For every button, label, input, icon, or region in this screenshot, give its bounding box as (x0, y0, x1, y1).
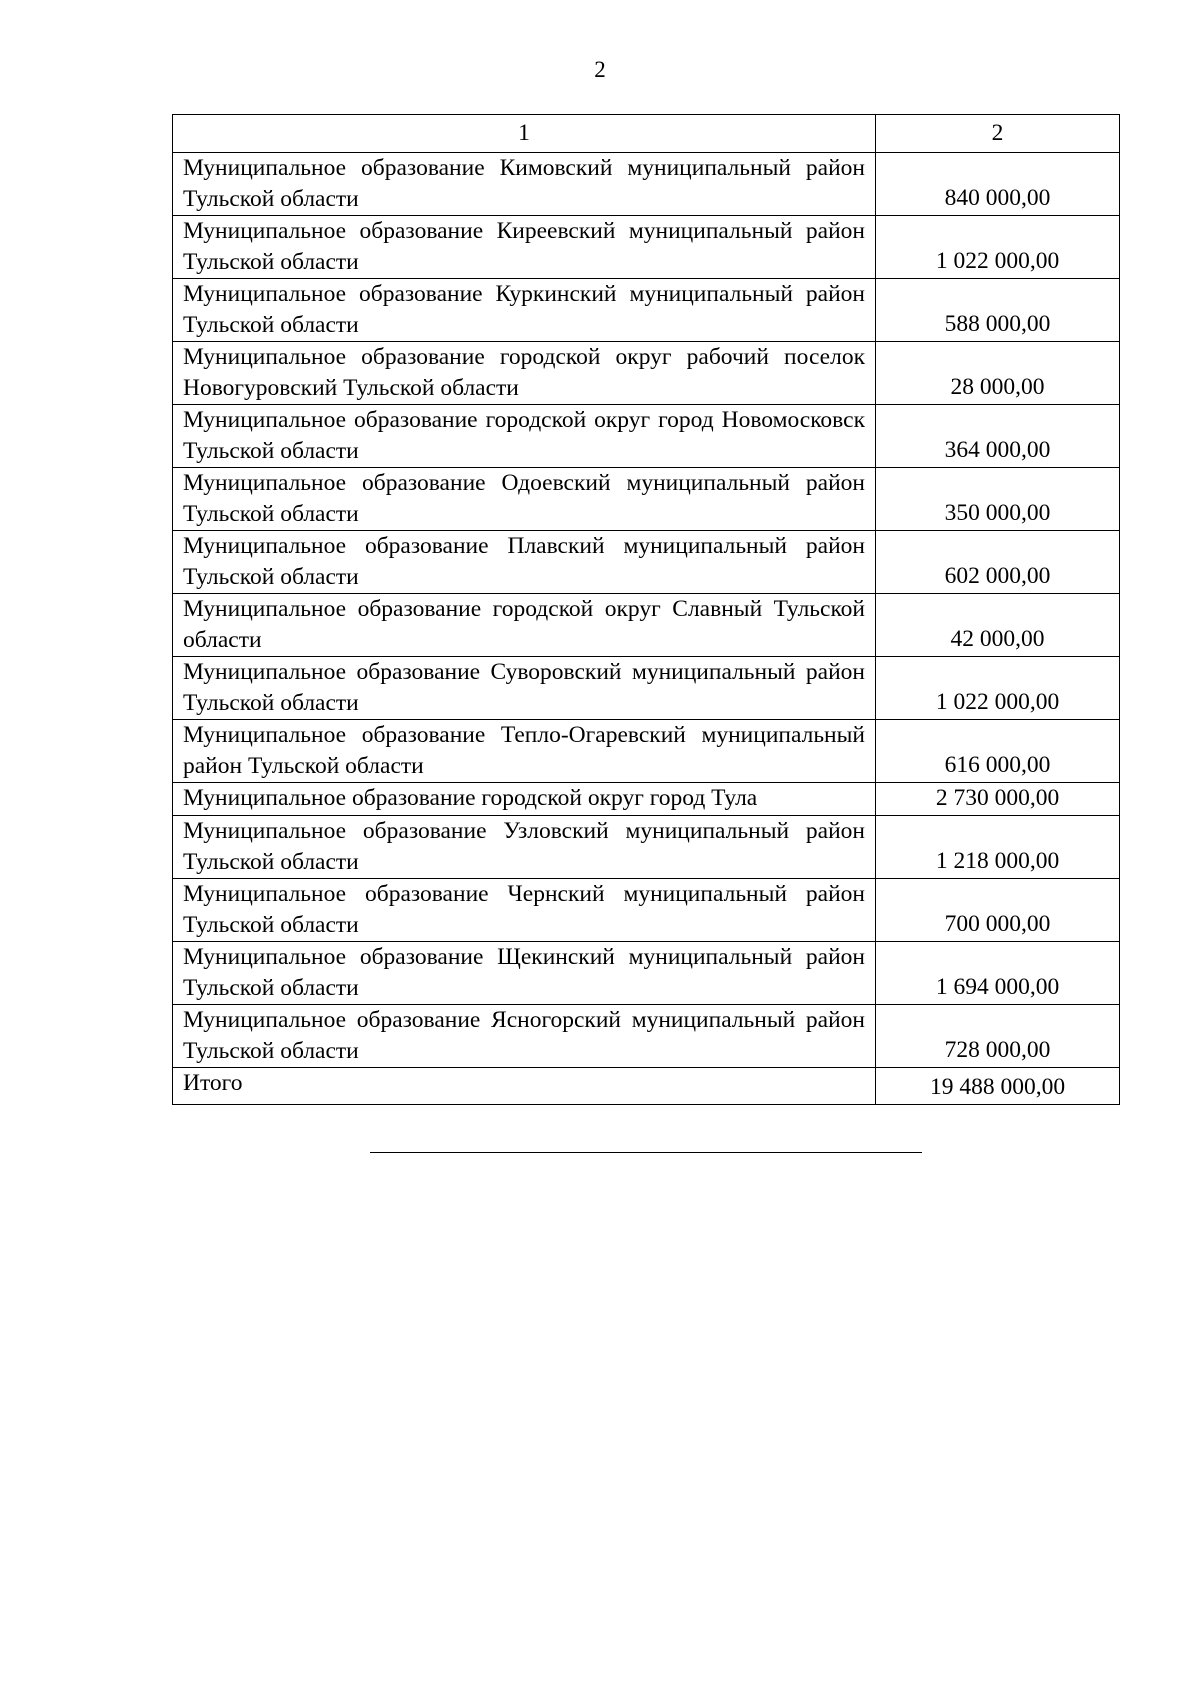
amount-value: 728 000,00 (876, 1005, 1120, 1068)
column-header-2: 2 (876, 115, 1120, 153)
amount-value: 350 000,00 (876, 468, 1120, 531)
table-row (173, 657, 1120, 720)
municipality-name: Муниципальное образование Суворовский муниципальный район Тульской области (173, 657, 876, 720)
table-row (173, 531, 1120, 594)
municipality-name: Муниципальное образование городской округ рабочий поселок Новогуровский Тульской области (173, 342, 876, 405)
amount-value: 602 000,00 (876, 531, 1120, 594)
table-row (173, 816, 1120, 879)
amount-value: 1 022 000,00 (876, 216, 1120, 279)
municipality-name: Муниципальное образование городской округ город Новомосковск Тульской области (173, 405, 876, 468)
amount-value: 1 694 000,00 (876, 942, 1120, 1005)
amount-value: 28 000,00 (876, 342, 1120, 405)
table-row (173, 279, 1120, 342)
table-row (173, 783, 1120, 816)
municipality-name: Муниципальное образование Плавский муниципальный район Тульской области (173, 531, 876, 594)
municipality-name: Муниципальное образование городской округ город Тула (173, 783, 876, 816)
municipality-name: Муниципальное образование Тепло-Огаревский муниципальный район Тульской области (173, 720, 876, 783)
table-row (173, 1005, 1120, 1068)
amount-value: 616 000,00 (876, 720, 1120, 783)
municipality-name: Муниципальное образование Узловский муниципальный район Тульской области (173, 816, 876, 879)
page-number: 2 (594, 57, 606, 82)
amount-value: 1 022 000,00 (876, 657, 1120, 720)
amount-value: 364 000,00 (876, 405, 1120, 468)
table-row (173, 942, 1120, 1005)
total-label: Итого (173, 1068, 876, 1105)
municipality-name: Муниципальное образование Чернский муниципальный район Тульской области (173, 879, 876, 942)
municipality-name: Муниципальное образование Кимовский муниципальный район Тульской области (173, 153, 876, 216)
end-of-document-line (370, 1152, 922, 1153)
table-row (173, 153, 1120, 216)
municipality-name: Муниципальное образование Киреевский муниципальный район Тульской области (173, 216, 876, 279)
amount-value: 42 000,00 (876, 594, 1120, 657)
allocation-table (172, 114, 1120, 1105)
amount-value: 588 000,00 (876, 279, 1120, 342)
total-amount: 19 488 000,00 (876, 1068, 1120, 1105)
municipality-name: Муниципальное образование Одоевский муниципальный район Тульской области (173, 468, 876, 531)
amount-value: 700 000,00 (876, 879, 1120, 942)
municipality-name: Муниципальное образование городской округ Славный Тульской области (173, 594, 876, 657)
table-row (173, 405, 1120, 468)
amount-value: 2 730 000,00 (876, 783, 1120, 816)
municipality-name: Муниципальное образование Ясногорский муниципальный район Тульской области (173, 1005, 876, 1068)
table-row (173, 720, 1120, 783)
total-row (173, 1068, 1120, 1105)
table-row (173, 879, 1120, 942)
amount-value: 1 218 000,00 (876, 816, 1120, 879)
municipality-name: Муниципальное образование Куркинский муниципальный район Тульской области (173, 279, 876, 342)
municipality-name: Муниципальное образование Щекинский муниципальный район Тульской области (173, 942, 876, 1005)
table-row (173, 342, 1120, 405)
table-header-row (173, 115, 1120, 153)
table-row (173, 594, 1120, 657)
column-header-1: 1 (173, 115, 876, 153)
table-row (173, 216, 1120, 279)
table-row (173, 468, 1120, 531)
amount-value: 840 000,00 (876, 153, 1120, 216)
